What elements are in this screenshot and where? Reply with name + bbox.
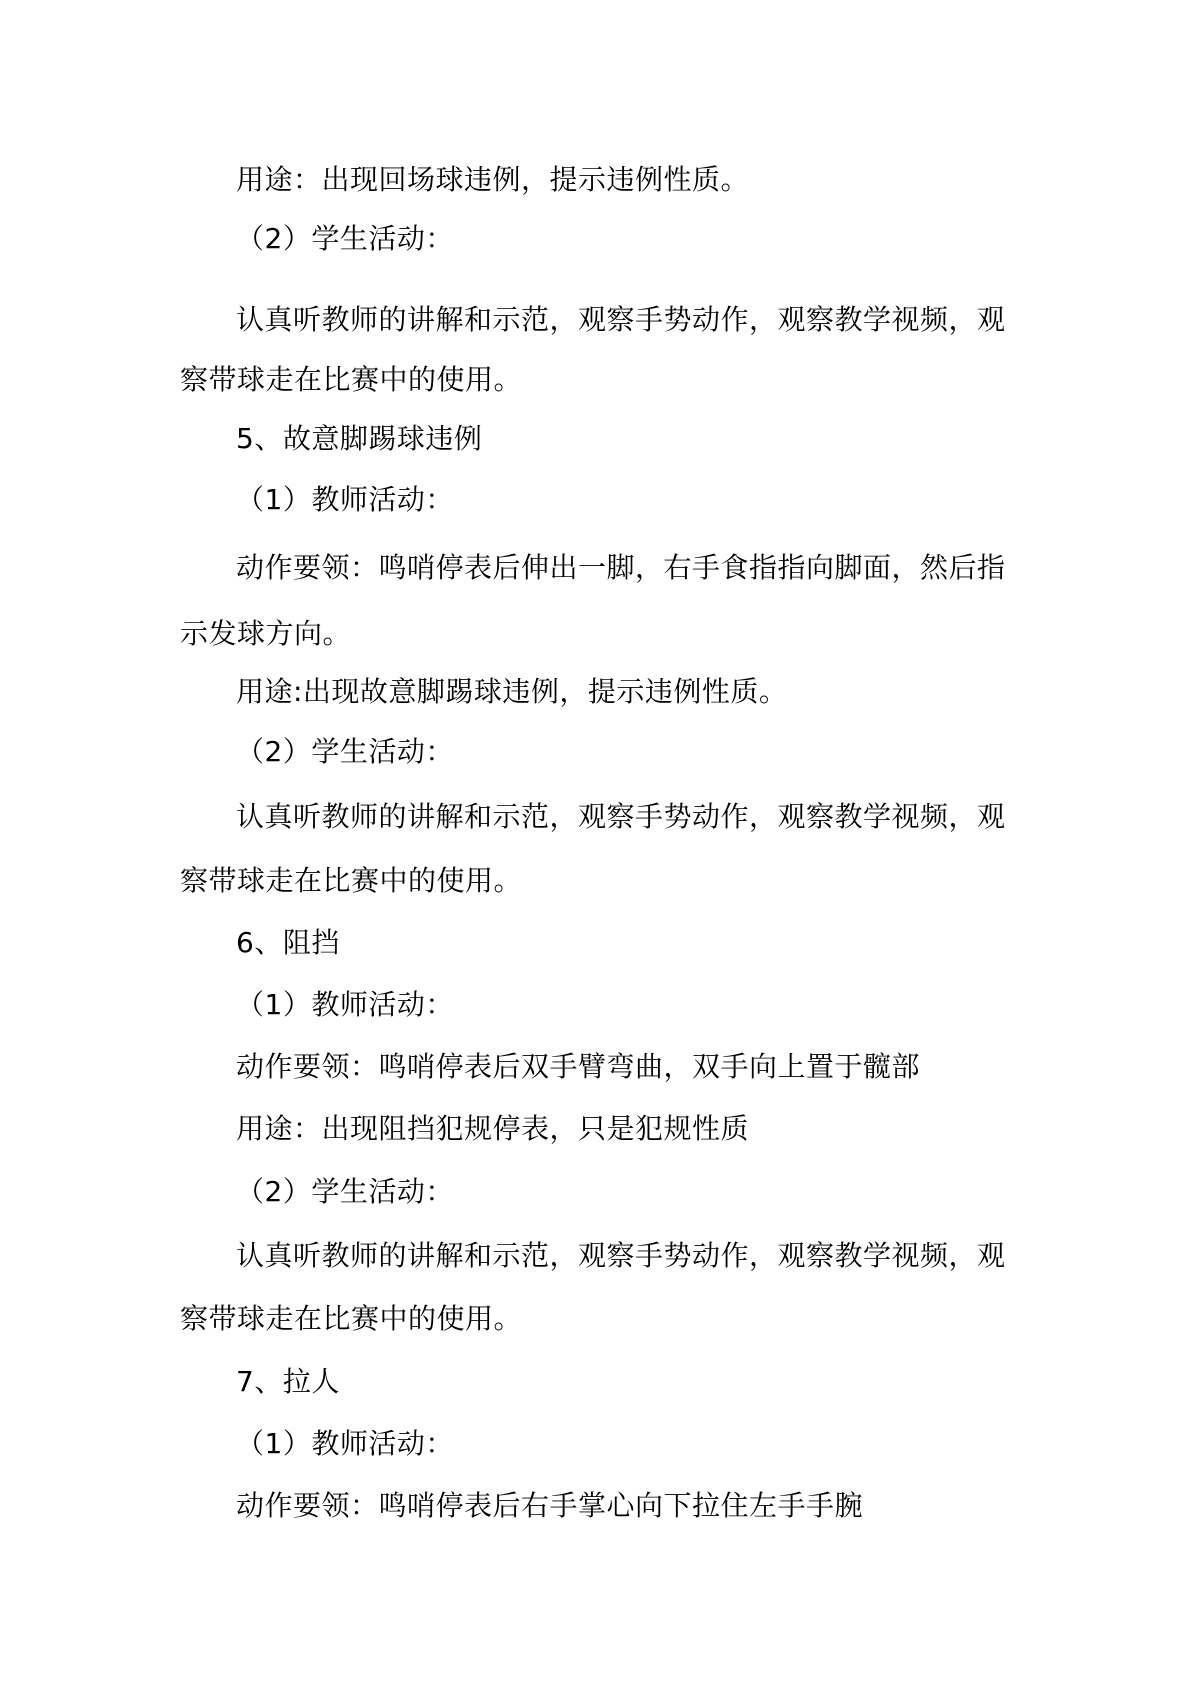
paragraph-action-6: 动作要领：鸣哨停表后双手臂弯曲，双手向上置于髋部 xyxy=(236,1050,921,1083)
heading-section-5: 5、故意脚踢球违例 xyxy=(236,422,483,455)
heading-section-7: 7、拉人 xyxy=(236,1365,340,1398)
paragraph-purpose-5: 用途:出现故意脚踢球违例，提示违例性质。 xyxy=(236,675,788,708)
subheading-teacher-activity-6: （1）教师活动： xyxy=(236,988,454,1021)
subheading-teacher-activity-5: （1）教师活动： xyxy=(236,483,454,516)
paragraph-student-activity-5a: 认真听教师的讲解和示范，观察手势动作，观察教学视频，观 xyxy=(236,800,1006,833)
subheading-student-activity-5: （2）学生活动： xyxy=(236,735,454,768)
paragraph-purpose-6: 用途：出现阻挡犯规停表，只是犯规性质 xyxy=(236,1112,750,1145)
subheading-student-activity-1: （2）学生活动： xyxy=(236,222,454,255)
subheading-teacher-activity-7: （1）教师活动： xyxy=(236,1427,454,1460)
heading-section-6: 6、阻挡 xyxy=(236,926,340,959)
paragraph-student-activity-1a: 认真听教师的讲解和示范，观察手势动作，观察教学视频，观 xyxy=(236,303,1006,336)
paragraph-student-activity-6a: 认真听教师的讲解和示范，观察手势动作，观察教学视频，观 xyxy=(236,1239,1006,1272)
paragraph-action-7: 动作要领：鸣哨停表后右手掌心向下拉住左手手腕 xyxy=(236,1489,864,1522)
paragraph-student-activity-6b: 察带球走在比赛中的使用。 xyxy=(180,1302,523,1335)
paragraph-purpose-1: 用途：出现回场球违例，提示违例性质。 xyxy=(236,163,750,196)
paragraph-student-activity-1b: 察带球走在比赛中的使用。 xyxy=(180,363,523,396)
paragraph-action-5a: 动作要领：鸣哨停表后伸出一脚，右手食指指向脚面，然后指 xyxy=(236,551,1006,584)
paragraph-student-activity-5b: 察带球走在比赛中的使用。 xyxy=(180,864,523,897)
paragraph-action-5b: 示发球方向。 xyxy=(180,617,352,650)
subheading-student-activity-6: （2）学生活动： xyxy=(236,1175,454,1208)
